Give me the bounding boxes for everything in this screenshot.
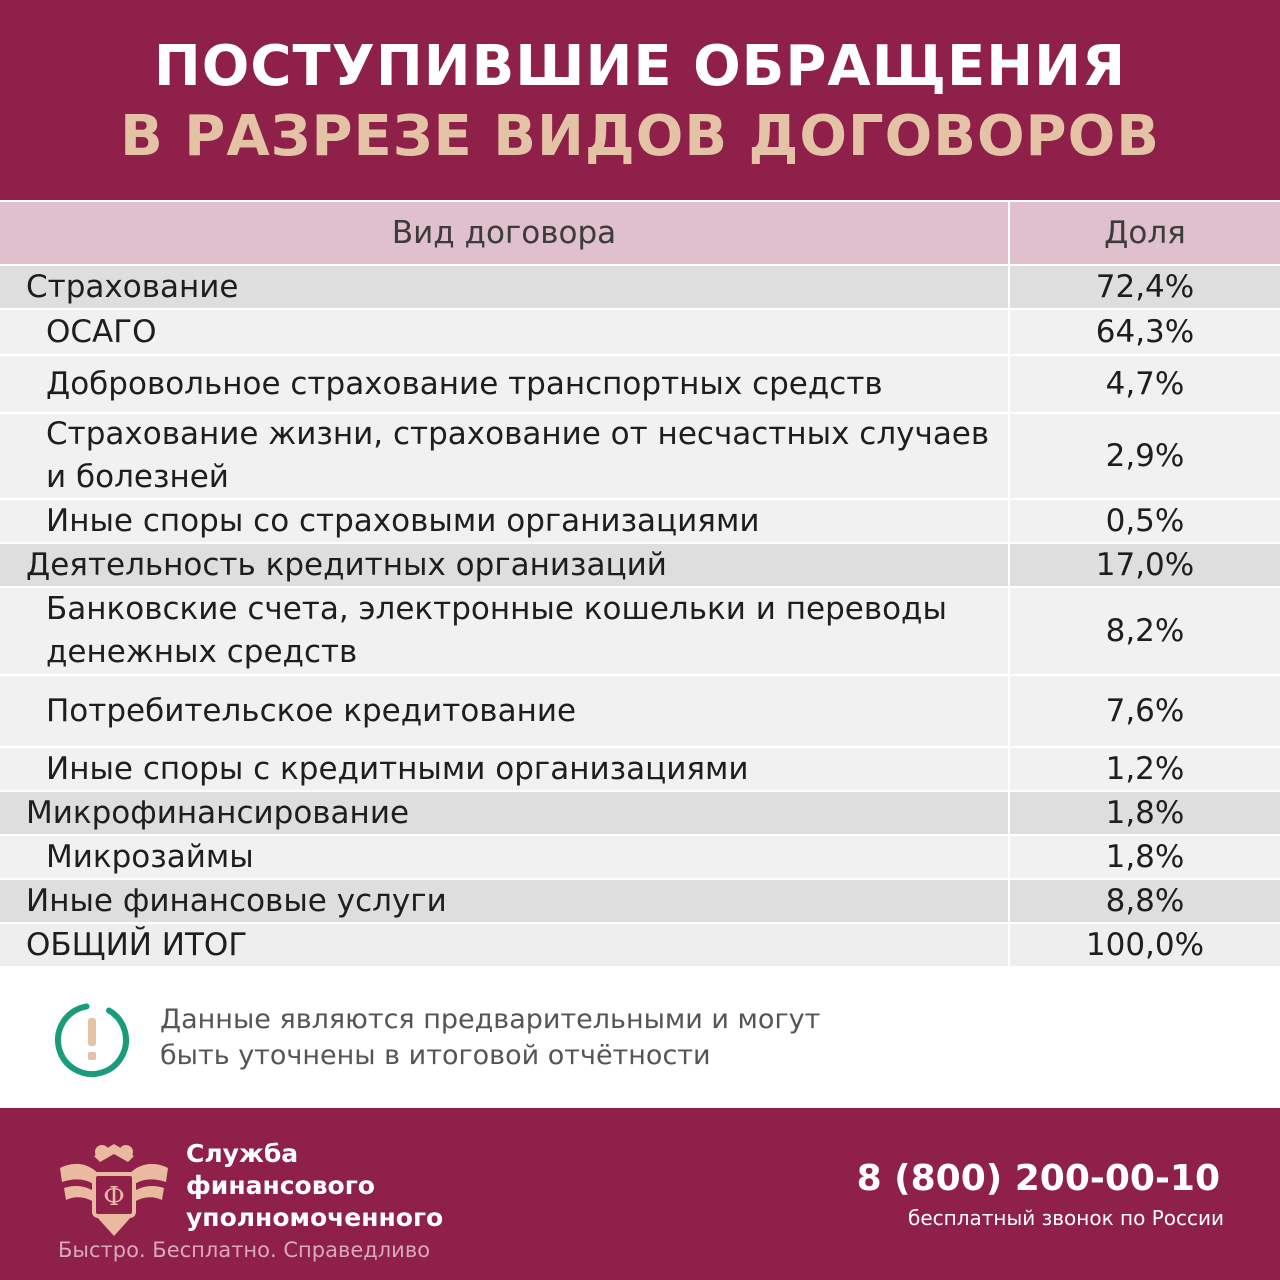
- org-name-line1: Служба: [186, 1139, 299, 1168]
- row-label: ОСАГО: [0, 310, 1008, 354]
- row-value: 72,4%: [1010, 266, 1280, 308]
- row-label: Страхование жизни, страхование от несчастных случаев и болезней: [0, 414, 1008, 498]
- table-row: [0, 356, 1280, 412]
- table-row-category: [0, 544, 1280, 586]
- row-value: 1,8%: [1010, 792, 1280, 834]
- row-label: Деятельность кредитных организаций: [0, 544, 1008, 586]
- table-row: [0, 414, 1280, 498]
- row-value: 1,2%: [1010, 748, 1280, 790]
- row-label: Микрофинансирование: [0, 792, 1008, 834]
- table-row: [0, 310, 1280, 354]
- org-name: [186, 1138, 443, 1234]
- table-row-category: [0, 880, 1280, 922]
- org-name-line2: финансового: [186, 1171, 375, 1200]
- table-row-total: [0, 924, 1280, 966]
- row-value: 8,2%: [1010, 588, 1280, 674]
- row-label: Иные финансовые услуги: [0, 880, 1008, 922]
- row-value: 7,6%: [1010, 676, 1280, 746]
- table-row-category: [0, 792, 1280, 834]
- row-value: 2,9%: [1010, 414, 1280, 498]
- row-value: 8,8%: [1010, 880, 1280, 922]
- row-label: Добровольное страхование транспортных средств: [0, 356, 1008, 412]
- row-label: Иные споры с кредитными организациями: [0, 748, 1008, 790]
- row-value: 4,7%: [1010, 356, 1280, 412]
- row-value: 100,0%: [1010, 924, 1280, 966]
- row-value: 0,5%: [1010, 500, 1280, 542]
- row-label: ОБЩИЙ ИТОГ: [0, 924, 1008, 966]
- table-row-category: [0, 266, 1280, 308]
- hotline-note: бесплатный звонок по России: [908, 1206, 1224, 1230]
- double-eagle-emblem-icon: [56, 1138, 172, 1248]
- row-label: Потребительское кредитование: [0, 676, 1008, 746]
- row-label: Иные споры со страховыми организациями: [0, 500, 1008, 542]
- table-row: [0, 588, 1280, 674]
- org-name-line3: уполномоченного: [186, 1203, 444, 1232]
- table-row: [0, 836, 1280, 878]
- disclaimer-note: [160, 1002, 920, 1074]
- svg-text:Ф: Ф: [103, 1182, 125, 1212]
- row-value: 17,0%: [1010, 544, 1280, 586]
- row-label: Страхование: [0, 266, 1008, 308]
- slogan: Быстро. Бесплатно. Справедливо: [58, 1238, 431, 1262]
- disclaimer-line1: Данные являются предварительными и могут: [160, 1004, 821, 1035]
- header-banner: [0, 0, 1280, 200]
- table-row: [0, 500, 1280, 542]
- column-header-type: Вид договора: [0, 202, 1008, 264]
- footer-banner: [0, 1108, 1280, 1280]
- row-label: Микрозаймы: [0, 836, 1008, 878]
- table-header-row: [0, 202, 1280, 264]
- row-label: Банковские счета, электронные кошельки и переводы денежных средств: [0, 588, 1008, 674]
- row-value: 64,3%: [1010, 310, 1280, 354]
- page-title-line2: В РАЗРЕЗЕ ВИДОВ ДОГОВОРОВ: [120, 104, 1160, 169]
- disclaimer-line2: быть уточнены в итоговой отчётности: [160, 1040, 711, 1071]
- column-header-share: Доля: [1010, 202, 1280, 264]
- table-row: [0, 676, 1280, 746]
- exclamation-circle-icon: [52, 1000, 132, 1080]
- table-row: [0, 748, 1280, 790]
- hotline-phone[interactable]: 8 (800) 200-00-10: [856, 1158, 1220, 1199]
- row-value: 1,8%: [1010, 836, 1280, 878]
- page-title-line1: ПОСТУПИВШИЕ ОБРАЩЕНИЯ: [153, 34, 1127, 99]
